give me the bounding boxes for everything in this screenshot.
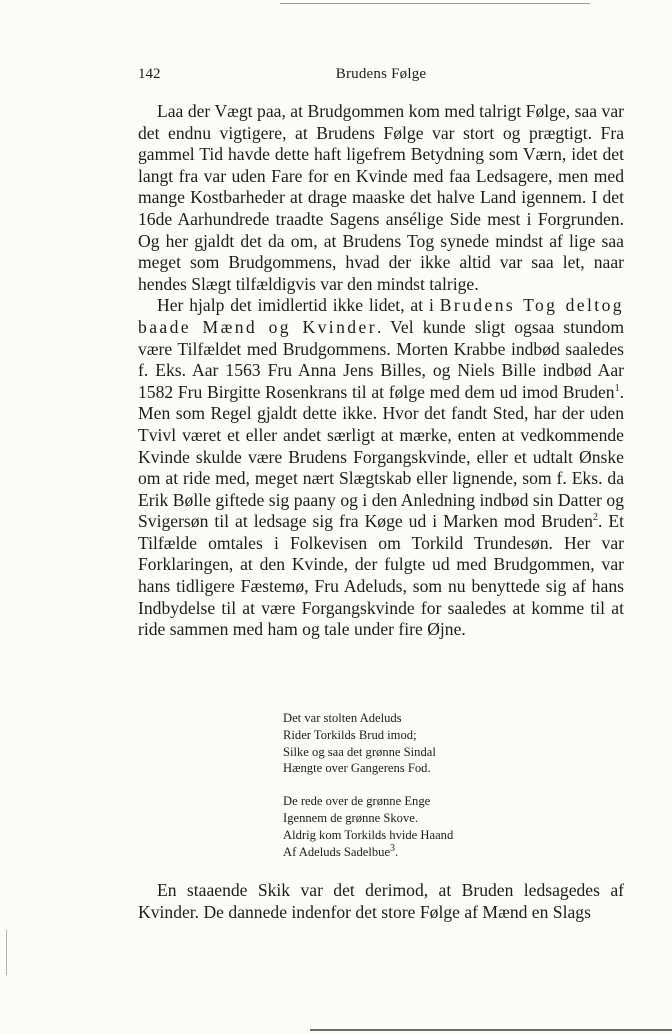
page-number: 142 (138, 66, 161, 82)
margin-mark (6, 930, 7, 975)
paragraph-1: Laa der Vægt paa, at Brudgommen kom med talrigt Følge, saa var det endnu vigtigere, at Brudens Følge var stort og prægtigt. Fra gammel Tid havde dette haft ligefrem Betydning som Værn, idet det langt fra var uden Fare for en Kvinde med faa Ledsagere, men med mange Kostbarheder at drage maaske det halve Land igennem. I det 16de Aarhundrede traadte Sagens ansélige Side mest i Forgrunden. Og her gjaldt det da om, at Brudens Tog synede mindst af lige saa meget som Brudgommens, hvad der ikke altid var saa let, naar hendes Slægt tilfældigvis var den mindst talrige. (138, 101, 624, 294)
stanza-1 (283, 710, 583, 777)
footnote-marker-1: 1 (614, 382, 620, 394)
footnote-marker-3: 3 (390, 842, 396, 854)
stanza-2 (283, 793, 583, 860)
verse-text: Af Adeluds Sadelbue (283, 844, 391, 859)
verse-line: Hængte over Gangerens Fod. (283, 761, 431, 776)
verse-line: Igennem de grønne Skove. (283, 810, 418, 825)
top-rule (280, 3, 590, 4)
verse-line: Silke og saa det grønne Sindal (283, 744, 436, 759)
paragraph-2-part-b: . Vel kunde sligt ogsaa stundom være Tilfældet med Brudgommens. Morten Krabbe indbød saaledes f. Eks. Aar 1563 Fru Anna Jens Billes, og Niels Bille indbød Aar 1582 Fru Birgitte Rosenkrans til at følge med dem ud imod Bruden (138, 316, 624, 402)
verse-line: Aldrig kom Torkilds hvide Haand (283, 827, 454, 842)
paragraph-2-part-d: . Et Tilfælde omtales i Folkevisen om Torkild Trundesøn. Her var Forklaringen, at den Kvinde, der fulgte ud med Brudgommen, var hans tidligere Fæstemø, Fru Adeluds, som nu benyttede sig af hans Indbydelse til at være Forgangskvinde for saaledes at komme til at ride sammen med ham og tale under fire Øjne. (138, 511, 625, 640)
page-header (138, 66, 624, 86)
bottom-rule (310, 1029, 672, 1031)
paragraph-2-part-c: . Men som Regel gjaldt dette ikke. Hvor det fandt Sted, har der uden Tvivl været et eller andet særligt at mærke, enten at vedkommende Kvinde skulde være Brudens Forgangskvinde, eller et udtalt Ønske om at ride med, meget nært Slægtskab eller lignende, som f. Eks. da Erik Bølle giftede sig paany og i den Anledning indbød sin Datter og Svigersøn til at ledsage sig fra Køge ud i Marken mod Bruden (138, 381, 624, 532)
body-text-continued (138, 880, 624, 923)
paragraph-2-start: Her hjalp det imidlertid ikke lidet, at i (157, 295, 440, 316)
body-text (138, 101, 624, 641)
footnote-marker-2: 2 (592, 512, 598, 524)
verse-line: Rider Torkilds Brud imod; (283, 727, 417, 742)
verse-line (283, 844, 583, 861)
paragraph-3: En staaende Skik var det derimod, at Bruden ledsagedes af Kvinder. De dannede indenfor det store Følge af Mænd en Slags (138, 880, 624, 922)
ballad-quote (283, 710, 583, 876)
verse-line: Det var stolten Adeluds (283, 711, 402, 725)
paragraph-2 (138, 295, 624, 641)
verse-end: . (395, 844, 399, 859)
running-title: Brudens Følge (335, 66, 427, 82)
emphasis-spaced: Brudens Tog deltog baade Mænd og Kvinder (138, 295, 624, 337)
verse-line: De rede over de grønne Enge (283, 794, 431, 809)
